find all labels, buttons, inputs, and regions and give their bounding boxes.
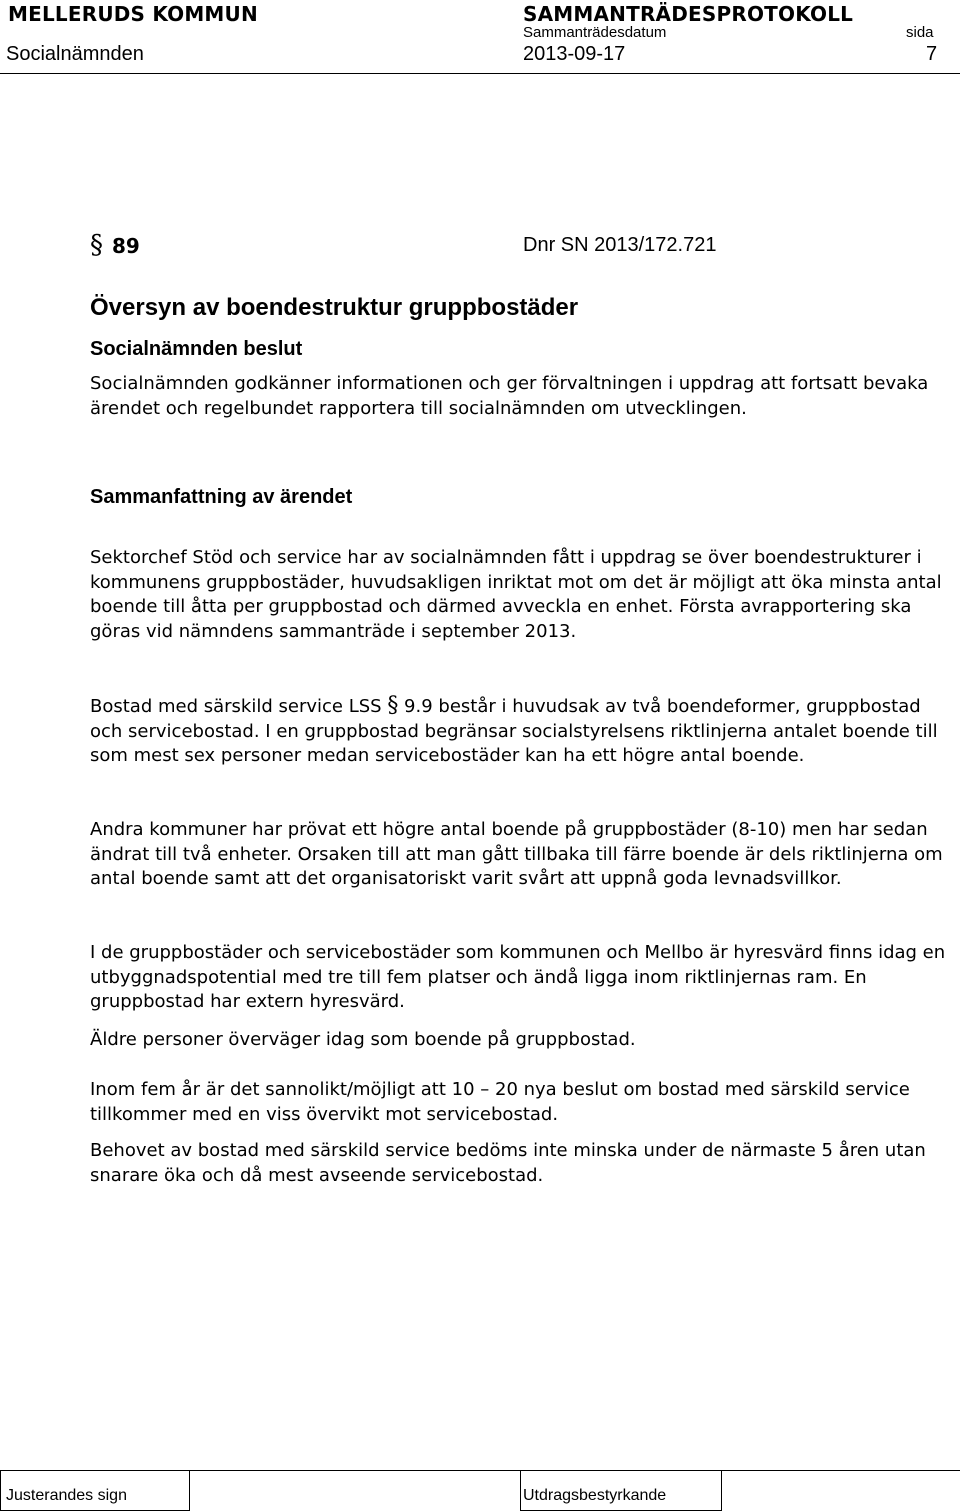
- page-label: sida: [906, 24, 934, 41]
- summary-paragraph-2-rest: 9.9 består i huvudsak av två boendeformer, gruppbostad och servicebostad. I en gruppbostad begränsar socialstyrelsens riktlinjerna antalet boende till som mest sex personer medan servicebostäder kan ha ett högre antal boende.: [90, 696, 938, 767]
- decision-heading: Socialnämnden beslut: [90, 338, 303, 360]
- date-label: Sammanträdesdatum: [523, 24, 667, 41]
- organization-name: MELLERUDS KOMMUN: [8, 2, 258, 26]
- paragraph-number: 89: [112, 234, 140, 258]
- document-type: SAMMANTRÄDESPROTOKOLL: [523, 2, 854, 26]
- diary-number: Dnr SN 2013/172.721: [523, 234, 717, 256]
- summary-paragraph-6: Inom fem år är det sannolikt/möjligt att 10 – 20 nya beslut om bostad med särskild service tillkommer med en viss övervikt mot servicebostad.: [90, 1079, 910, 1125]
- decision-text: Socialnämnden godkänner informationen och ger förvaltningen i uppdrag att fortsatt bevaka ärendet och regelbundet rapportera till socialnämnden om utvecklingen.: [90, 373, 929, 419]
- item-title: Översyn av boendestruktur gruppbostäder: [90, 294, 579, 321]
- section-symbol: §: [90, 230, 103, 260]
- summary-paragraph-7: Behovet av bostad med särskild service bedöms inte minska under de närmaste 5 åren utan snarare öka och då mest avseende servicebostad.: [90, 1140, 926, 1186]
- committee-name: Socialnämnden: [6, 43, 144, 65]
- summary-paragraph-2: [90, 694, 950, 769]
- summary-heading: Sammanfattning av ärendet: [90, 486, 353, 508]
- meeting-date: 2013-09-17: [523, 43, 626, 65]
- certify-label: Utdragsbestyrkande: [523, 1487, 667, 1504]
- summary-paragraph-4: I de gruppbostäder och servicebostäder som kommunen och Mellbo är hyresvärd finns idag en utbyggnadspotential med tre till fem platser och ändå ligga inom riktlinjernas ram. En gruppbostad har extern hyresvärd.: [90, 942, 946, 1013]
- page-number: 7: [926, 43, 938, 65]
- summary-paragraph-5: Äldre personer överväger idag som boende på gruppbostad.: [90, 1029, 636, 1050]
- summary-paragraph-2-start: Bostad med särskild service LSS: [90, 696, 382, 717]
- section-symbol-inline: §: [387, 693, 399, 718]
- summary-paragraph-3: Andra kommuner har prövat ett högre antal boende på gruppbostäder (8-10) men har sedan ändrat till två enheter. Orsaken till att man gått tillbaka till färre boende är dels riktlinjerna om antal boende samt att det organisatoriskt varit svårt att uppnå goda levnadsvillkor.: [90, 819, 943, 890]
- justify-sign-label: Justerandes sign: [6, 1487, 127, 1504]
- summary-paragraph-1: Sektorchef Stöd och service har av socialnämnden fått i uppdrag se över boendestrukturer i kommunens gruppbostäder, huvudsakligen inriktat mot om det är möjligt att öka minsta antal boende till åtta per gruppbostad och därmed avveckla en enhet. Första avrapportering ska göras vid nämndens sammanträde i september 2013.: [90, 547, 942, 642]
- header-divider: [0, 73, 960, 74]
